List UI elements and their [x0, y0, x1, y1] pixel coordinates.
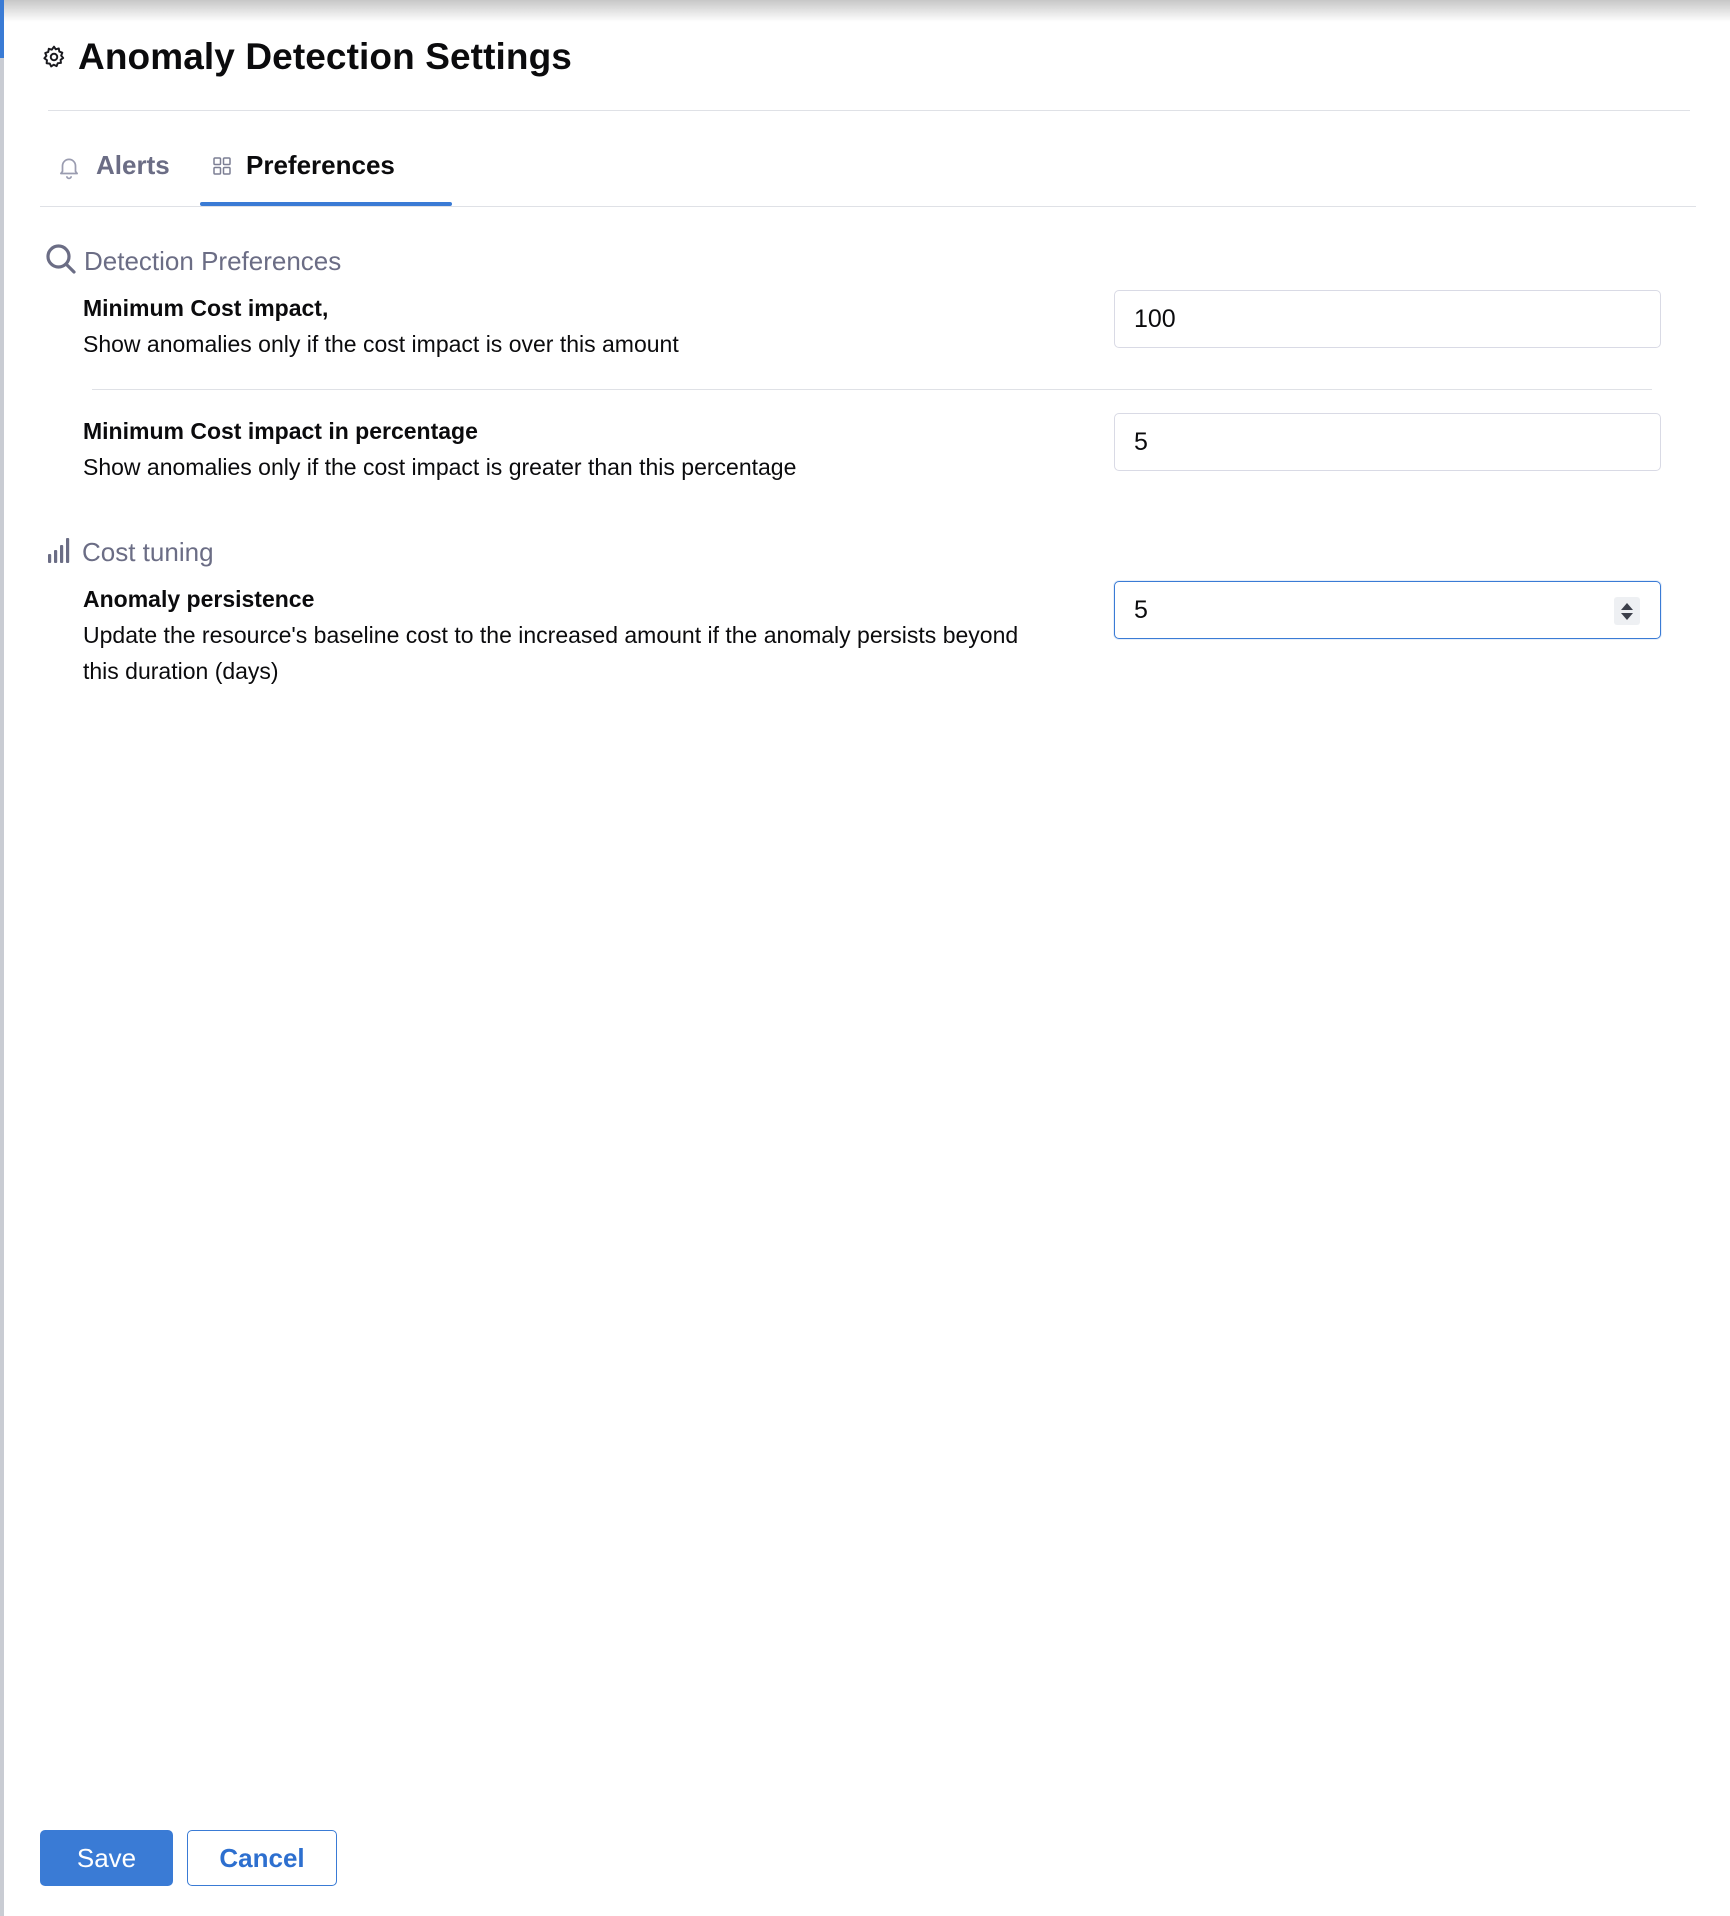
min-cost-percentage-input[interactable]: 5	[1114, 413, 1661, 471]
tabs-divider	[40, 206, 1696, 207]
search-icon	[44, 242, 78, 281]
field-description: Show anomalies only if the cost impact is greater than this percentage	[83, 454, 797, 480]
section-title: Cost tuning	[82, 537, 214, 567]
tab-alerts[interactable]	[56, 138, 170, 206]
cancel-button[interactable]: Cancel	[187, 1830, 337, 1886]
bell-icon	[56, 154, 82, 185]
left-edge	[0, 0, 4, 1916]
gear-icon	[40, 43, 68, 71]
dialog-header	[40, 36, 572, 78]
field-title: Minimum Cost impact in percentage	[83, 418, 478, 444]
top-shadow	[0, 0, 1730, 22]
section-cost-tuning	[44, 534, 214, 571]
section-detection-preferences	[44, 242, 341, 281]
header-divider	[48, 110, 1690, 111]
page-title: Anomaly Detection Settings	[78, 36, 572, 77]
field-description: Show anomalies only if the cost impact is over this amount	[83, 331, 679, 357]
field-description: Update the resource's baseline cost to the increased amount if the anomaly persists beyond this duration (days)	[83, 622, 1019, 684]
stepper-up-icon[interactable]	[1621, 603, 1633, 610]
tab-preferences-label: Preferences	[246, 150, 395, 180]
anomaly-persistence-value: 5	[1134, 595, 1148, 624]
stepper-down-icon[interactable]	[1621, 613, 1633, 620]
anomaly-persistence-input[interactable]	[1114, 581, 1661, 639]
section-title: Detection Preferences	[84, 246, 342, 276]
tab-preferences[interactable]	[200, 138, 452, 206]
row-divider	[92, 389, 1652, 390]
min-cost-impact-input[interactable]: 100	[1114, 290, 1661, 348]
left-edge-accent	[0, 0, 4, 58]
bar-chart-icon	[44, 534, 76, 571]
tab-alerts-label: Alerts	[96, 150, 170, 180]
save-button[interactable]: Save	[40, 1830, 173, 1886]
field-title: Anomaly persistence	[83, 586, 315, 612]
field-title: Minimum Cost impact,	[83, 295, 329, 321]
grid-icon	[212, 156, 232, 181]
tab-bar	[40, 138, 1696, 206]
number-stepper[interactable]	[1614, 597, 1640, 625]
